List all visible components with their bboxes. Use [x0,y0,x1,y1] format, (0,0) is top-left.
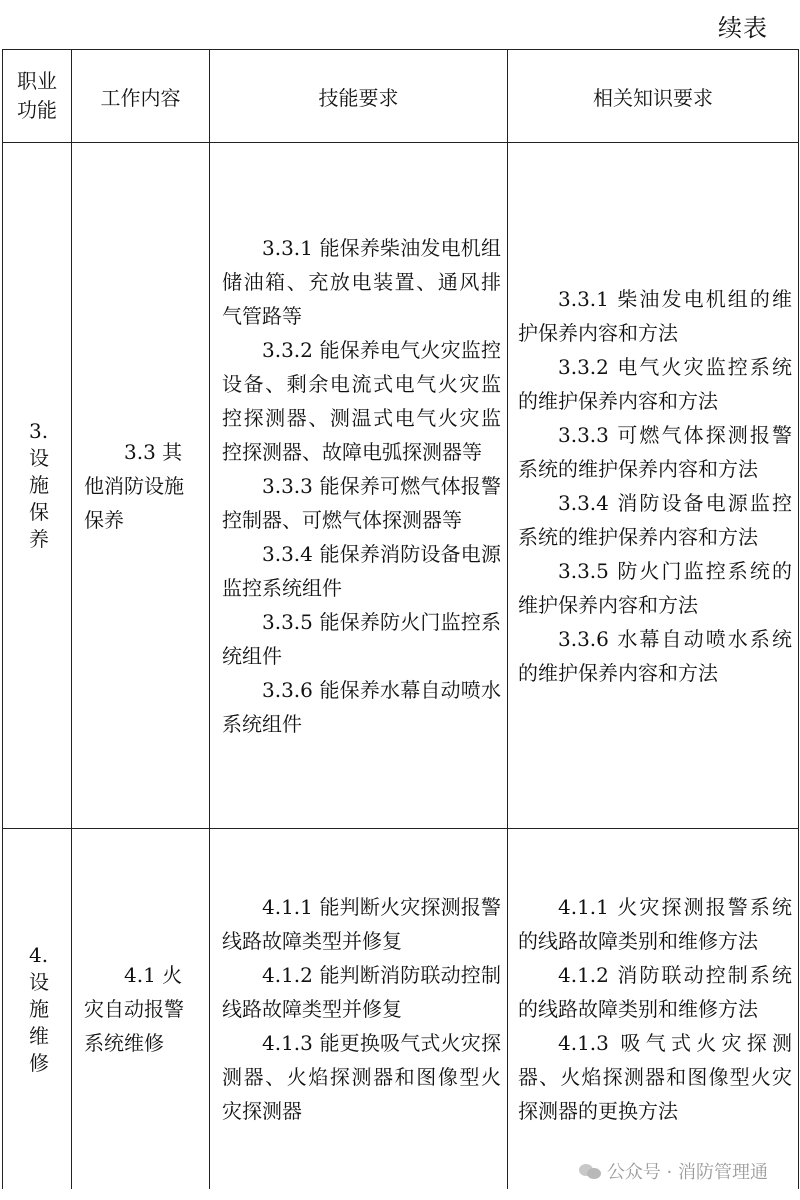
knowledge-item: 4.1.3 吸气式火灾探测器、火焰探测器和图像型火灾探测器的更换方法 [518,1031,792,1123]
header-knowledge: 相关知识要求 [508,50,799,143]
skill-item: 3.3.3 能保养可燃气体报警控制器、可燃气体探测器等 [222,473,501,532]
header-function [3,50,72,143]
table-header-row [3,50,799,143]
function-cell [3,829,72,1190]
skill-item: 4.1.1 能判断火灾探测报警线路故障类型并修复 [222,895,501,953]
work-text: 4.1 火灾自动报警系统维修 [84,963,184,1055]
skill-item: 3.3.6 能保养水幕自动喷水系统组件 [222,677,501,736]
work-cell [72,143,210,829]
watermark-text: 公众号 · 消防管理通 [606,1162,768,1183]
header-skills: 技能要求 [210,50,508,143]
knowledge-list [508,890,798,1128]
header-work: 工作内容 [72,50,210,143]
table-row [3,829,799,1190]
work-text: 3.3 其他消防设施保养 [84,439,184,532]
knowledge-item: 4.1.2 消防联动控制系统的线路故障类别和维修方法 [518,963,792,1021]
work-cell [72,829,210,1190]
function-text: 4. 设施维修 [29,942,49,1075]
skill-item: 4.1.2 能判断消防联动控制线路故障类型并修复 [222,963,501,1021]
function-cell [3,143,72,829]
knowledge-item: 3.3.6 水幕自动喷水系统的维护保养内容和方法 [518,626,792,685]
table-caption: 续表 [718,14,768,42]
knowledge-list [508,282,798,690]
knowledge-item: 3.3.3 可燃气体探测报警系统的维护保养内容和方法 [518,422,792,481]
knowledge-cell [508,829,799,1190]
knowledge-item: 4.1.1 火灾探测报警系统的线路故障类别和维修方法 [518,895,792,953]
function-text: 3. 设施保养 [29,419,49,551]
wechat-icon [579,1162,601,1180]
skill-item: 4.1.3 能更换吸气式火灾探测器、火焰探测器和图像型火灾探测器 [222,1031,501,1123]
table-row [3,143,799,829]
skill-item: 3.3.2 能保养电气火灾监控设备、剩余电流式电气火灾监控探测器、测温式电气火灾监控探测器、故障电弧探测器等 [222,337,501,464]
skills-list [210,890,507,1128]
header-function-text: 职业功能 [17,69,57,122]
knowledge-item: 3.3.5 防火门监控系统的维护保养内容和方法 [518,558,792,617]
skill-item: 3.3.1 能保养柴油发电机组储油箱、充放电装置、通风排气管路等 [222,235,501,328]
knowledge-item: 3.3.1 柴油发电机组的维护保养内容和方法 [518,286,792,345]
knowledge-cell [508,143,799,829]
skills-list [210,231,507,741]
skill-item: 3.3.5 能保养防火门监控系统组件 [222,609,501,668]
skills-cell [210,829,508,1190]
skills-cell [210,143,508,829]
knowledge-item: 3.3.4 消防设备电源监控系统的维护保养内容和方法 [518,490,792,549]
skill-item: 3.3.4 能保养消防设备电源监控系统组件 [222,541,501,600]
knowledge-item: 3.3.2 电气火灾监控系统的维护保养内容和方法 [518,354,792,413]
watermark [579,1158,768,1184]
skills-table [2,49,799,1189]
